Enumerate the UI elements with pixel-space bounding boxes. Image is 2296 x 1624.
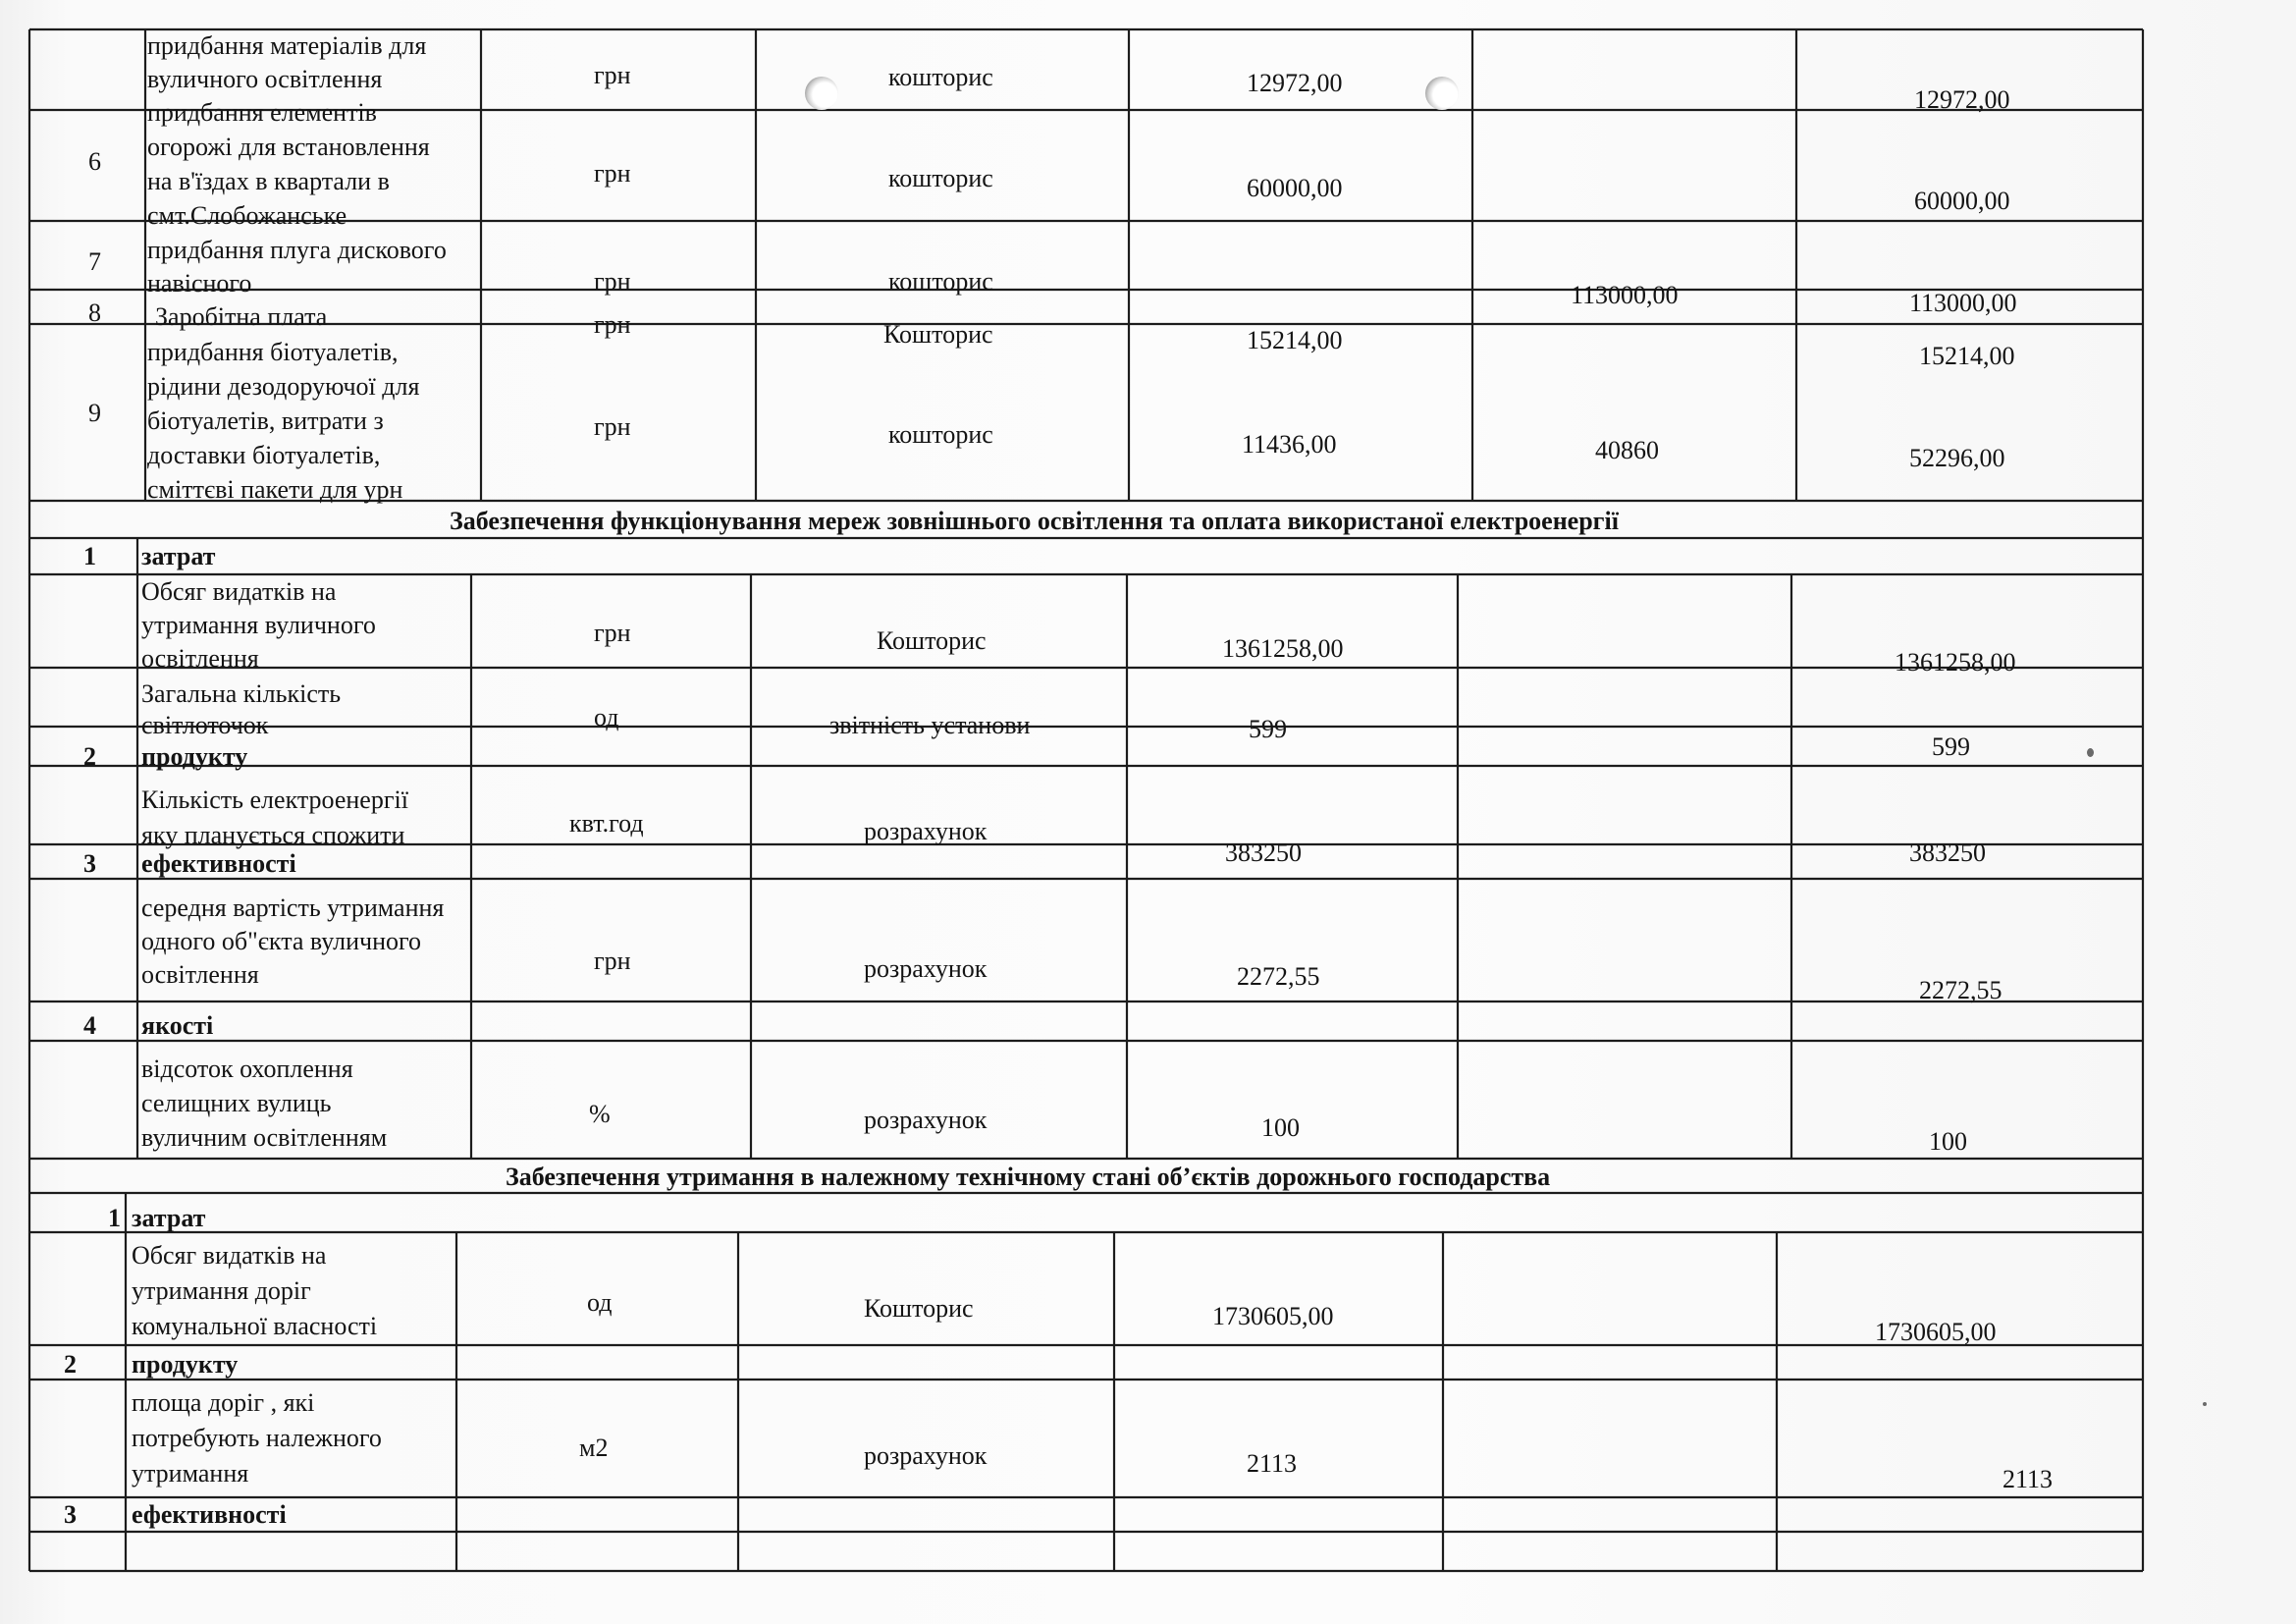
- unit-cell: грн: [594, 61, 631, 89]
- general-fund-cell: 599: [1249, 715, 1287, 743]
- row-name-line: відсоток охоплення: [141, 1055, 353, 1083]
- row-name-line: яку планується спожити: [141, 821, 405, 849]
- unit-cell: од: [594, 703, 619, 731]
- source-cell: розрахунок: [864, 1441, 988, 1470]
- general-fund-cell: 12972,00: [1247, 69, 1343, 97]
- row-name-line: рідини дезодоруючої для: [147, 372, 420, 401]
- indicator-group: затрат: [141, 542, 216, 570]
- row-number: 7: [88, 247, 101, 276]
- indicator-group: затрат: [132, 1204, 206, 1232]
- row-name-line: Заробітна плата: [155, 302, 328, 331]
- row-name-line: площа доріг , які: [132, 1388, 315, 1417]
- row-name-line: утримання доріг: [132, 1276, 311, 1305]
- row-name-line: Обсяг видатків на: [132, 1241, 327, 1270]
- general-fund-cell: 11436,00: [1242, 430, 1337, 459]
- total-cell: 2272,55: [1919, 976, 2002, 1004]
- unit-cell: квт.год: [569, 809, 644, 838]
- source-cell: Кошторис: [883, 320, 993, 349]
- source-cell: розрахунок: [864, 817, 988, 845]
- unit-cell: грн: [594, 310, 631, 339]
- row-name-line: Кількість електроенергії: [141, 785, 408, 814]
- unit-cell: %: [589, 1100, 611, 1128]
- total-cell: 599: [1932, 732, 1970, 761]
- total-cell: 1361258,00: [1895, 648, 2016, 677]
- row-name-line: доставки біотуалетів,: [147, 441, 381, 469]
- unit-cell: од: [587, 1288, 613, 1317]
- row-number: 1: [83, 542, 96, 570]
- row-name-line: освітлення: [141, 644, 259, 673]
- punch-hole-left: [805, 77, 838, 110]
- unit-cell: грн: [594, 947, 631, 975]
- source-cell: кошторис: [888, 164, 993, 192]
- row-number: 4: [83, 1011, 96, 1040]
- indicator-group: ефективності: [132, 1500, 287, 1529]
- unit-cell: грн: [594, 159, 631, 188]
- general-fund-cell: 2272,55: [1237, 962, 1320, 991]
- source-cell: розрахунок: [864, 954, 988, 983]
- special-fund-cell: 113000,00: [1571, 281, 1679, 309]
- row-name-line: придбання елементів: [147, 98, 377, 127]
- row-name-line: вуличного освітлення: [147, 65, 383, 93]
- source-cell: розрахунок: [864, 1106, 988, 1134]
- row-number: 1: [108, 1204, 121, 1232]
- total-cell: 52296,00: [1909, 444, 2005, 472]
- row-name-line: біотуалетів, витрати з: [147, 406, 384, 435]
- total-cell: 60000,00: [1914, 187, 2010, 215]
- row-name-line: придбання плуга дискового: [147, 236, 447, 264]
- row-name-line: сміттєві пакети для урн: [147, 475, 403, 504]
- general-fund-cell: 100: [1261, 1113, 1300, 1142]
- indicator-group: якості: [141, 1011, 214, 1040]
- source-cell: Кошторис: [877, 626, 987, 655]
- indicator-group: продукту: [132, 1350, 239, 1379]
- row-name-line: вуличним освітленням: [141, 1123, 388, 1152]
- row-name-line: навісного: [147, 269, 252, 298]
- row-number: 6: [88, 147, 101, 176]
- row-name-line: одного об"єкта вуличного: [141, 927, 422, 955]
- row-name-line: придбання біотуалетів,: [147, 338, 399, 366]
- source-cell: кошторис: [888, 420, 993, 449]
- source-cell: Кошторис: [864, 1294, 974, 1323]
- general-fund-cell: 60000,00: [1247, 174, 1343, 202]
- unit-cell: грн: [594, 267, 631, 296]
- punch-hole-right: [1425, 77, 1459, 110]
- total-cell: 15214,00: [1919, 342, 2015, 370]
- total-cell: 1730605,00: [1875, 1318, 1997, 1346]
- row-name-line: середня вартість утримання: [141, 893, 445, 922]
- total-cell: 383250: [1909, 839, 1986, 867]
- general-fund-cell: 1361258,00: [1222, 634, 1344, 663]
- scan-speck: [2087, 748, 2094, 757]
- row-name-line: на в'їздах в квартали в: [147, 167, 390, 195]
- source-cell: кошторис: [888, 63, 993, 91]
- row-name-line: утримання: [132, 1459, 249, 1488]
- row-name-line: світлоточок: [141, 711, 269, 739]
- row-number: 3: [83, 849, 96, 878]
- row-name-line: Загальна кількість: [141, 679, 342, 708]
- general-fund-cell: 2113: [1247, 1449, 1298, 1478]
- special-fund-cell: 40860: [1595, 436, 1659, 464]
- source-cell: звітність установи: [829, 711, 1031, 739]
- total-cell: 2113: [2002, 1465, 2054, 1493]
- section-title-roads: Забезпечення утримання в належному технічному стані об’єктів дорожнього господарства: [506, 1163, 1551, 1191]
- row-name-line: смт.Слобожанське: [147, 201, 347, 230]
- indicator-group: ефективності: [141, 849, 296, 878]
- row-name-line: утримання вуличного: [141, 611, 376, 639]
- scan-speck: [2203, 1402, 2207, 1406]
- unit-cell: м2: [579, 1434, 609, 1462]
- total-cell: 12972,00: [1914, 85, 2010, 114]
- section-title-lighting: Забезпечення функціонування мереж зовнішнього освітлення та оплата використаної електроенергії: [450, 507, 1619, 535]
- general-fund-cell: 383250: [1225, 839, 1302, 867]
- row-number: 8: [88, 298, 101, 327]
- total-cell: 100: [1929, 1127, 1967, 1156]
- row-name-line: комунальної власності: [132, 1312, 378, 1340]
- general-fund-cell: 15214,00: [1247, 326, 1343, 354]
- row-number: 2: [83, 742, 96, 771]
- row-number: 2: [64, 1350, 77, 1379]
- row-name-line: освітлення: [141, 960, 259, 989]
- general-fund-cell: 1730605,00: [1212, 1302, 1334, 1330]
- row-name-line: селищних вулиць: [141, 1089, 332, 1117]
- row-name-line: придбання матеріалів для: [147, 31, 427, 60]
- row-name-line: Обсяг видатків на: [141, 577, 337, 606]
- row-number: 3: [64, 1500, 77, 1529]
- row-name-line: потребують належного: [132, 1424, 382, 1452]
- unit-cell: грн: [594, 619, 631, 647]
- total-cell: 113000,00: [1909, 289, 2017, 317]
- row-number: 9: [88, 399, 101, 427]
- row-name-line: огорожі для встановлення: [147, 133, 430, 161]
- unit-cell: грн: [594, 412, 631, 441]
- source-cell: кошторис: [888, 267, 993, 296]
- indicator-group: продукту: [141, 742, 248, 771]
